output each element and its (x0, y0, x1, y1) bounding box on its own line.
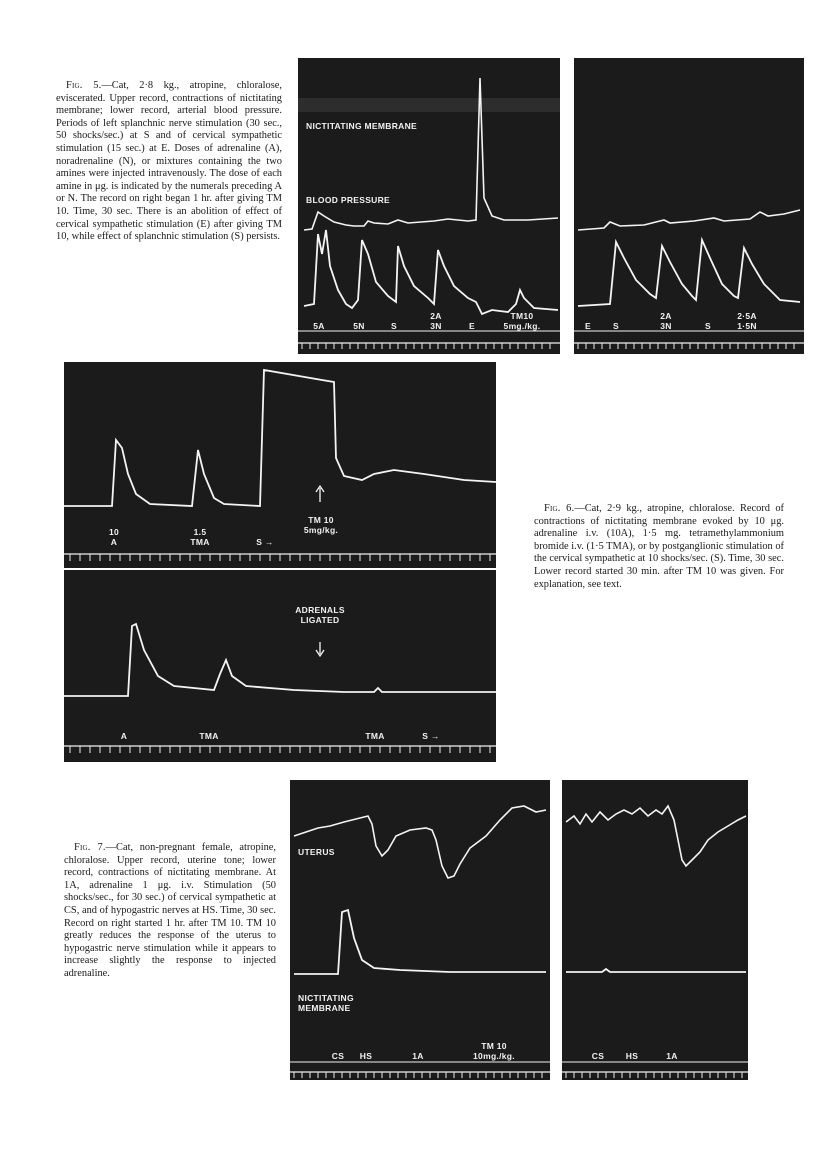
fig5-right-event-2a: 2A (660, 311, 672, 321)
fig5-event-tm10: TM10 (510, 311, 534, 321)
fig5-right-record (574, 58, 804, 354)
fig6-event-tm10: TM 10 (308, 515, 334, 525)
fig5-event-3n: 3N (430, 321, 442, 331)
fig7-left-record (290, 780, 550, 1080)
fig6-upper-traces (64, 362, 496, 568)
fig6-lower-event-a: A (120, 731, 128, 741)
fig7-right-event-1a: 1A (666, 1051, 678, 1061)
fig5-caption-lead: Fig. 5. (66, 80, 102, 91)
fig7-right-event-hs: HS (625, 1051, 639, 1061)
fig5-event-dose: 5mg./kg. (503, 321, 541, 331)
fig6-caption-lead: Fig. 6. (544, 503, 575, 514)
fig6-event-dose: 5mg/kg. (303, 525, 339, 535)
fig5-blood-pressure-trace (304, 230, 558, 314)
fig7-right-traces (562, 780, 748, 1080)
fig5-right-event-s: S (613, 321, 619, 331)
fig5-caption (56, 80, 282, 244)
fig7-caption-text: —Cat, non-pregnant female, atropine, chloralose. Upper record, uterine tone; lower record, contractions of nictitating membrane. At 1A, adrenaline 1 μg. i.v. Stimulation (50 shocks/sec., for 30 sec.) of cervical sympathetic at CS, and of hypogastric nerves at HS. Time, 30 sec. Record on right started 1 hr. after TM 10. TM 10 greatly reduces the response of the uterus to hypogastric nerve stimulation while it appears to increase slightly the response to injected adrenaline. (64, 842, 276, 979)
fig7-right-event-cs: CS (591, 1051, 605, 1061)
fig5-event-5a: 5A (313, 321, 325, 331)
fig5-right-nictitating-trace (578, 210, 800, 230)
fig5-right-traces (574, 58, 804, 354)
fig6-event-a: A (110, 537, 118, 547)
fig5-left-record (298, 58, 560, 354)
fig6-note-ligated: LIGATED (300, 615, 340, 625)
fig5-event-2a: 2A (430, 311, 442, 321)
fig5-right-blood-pressure-trace (578, 240, 800, 306)
fig5-right-event-25a: 2·5A (737, 311, 757, 321)
fig7-event-1a: 1A (412, 1051, 424, 1061)
fig7-event-tm10: TM 10 (481, 1041, 507, 1051)
fig5-event-s: S (391, 321, 397, 331)
fig7-label-nictitating: NICTITATING (298, 993, 354, 1003)
fig5-label-blood-pressure: BLOOD PRESSURE (306, 195, 391, 205)
fig5-event-5n: 5N (353, 321, 365, 331)
fig7-label-uterus: UTERUS (298, 847, 335, 857)
fig7-label-membrane: MEMBRANE (298, 1003, 351, 1013)
fig6-event-s: S → (256, 537, 274, 547)
fig7-nictitating-trace (294, 910, 546, 974)
fig7-event-cs: CS (331, 1051, 345, 1061)
fig6-note-adrenals: ADRENALS (295, 605, 345, 615)
fig6-lower-nictitating-trace (64, 624, 496, 696)
fig7-left-traces (290, 780, 550, 1080)
fig6-event-10: 10 (108, 527, 120, 537)
fig5-right-event-s2: S (705, 321, 711, 331)
fig6-lower-record (64, 570, 496, 762)
fig7-caption (64, 842, 276, 981)
fig6-event-tma: TMA (190, 537, 210, 547)
fig7-event-hs: HS (359, 1051, 373, 1061)
fig6-lower-event-tma2: TMA (365, 731, 385, 741)
fig7-event-dose: 10mg./kg. (473, 1051, 515, 1061)
fig7-right-record (562, 780, 748, 1080)
fig6-upper-nictitating-trace (64, 370, 496, 506)
fig7-right-nictitating-trace (566, 969, 746, 972)
fig7-right-uterus-trace (566, 806, 746, 866)
fig7-uterus-trace (294, 806, 546, 878)
fig5-event-e: E (469, 321, 475, 331)
fig6-lower-event-tma1: TMA (199, 731, 219, 741)
fig6-caption (534, 503, 784, 591)
fig5-label-nictitating: NICTITATING MEMBRANE (306, 121, 417, 131)
fig6-lower-event-s: S → (422, 731, 440, 741)
fig6-event-15: 1.5 (193, 527, 207, 537)
fig5-right-event-e: E (585, 321, 591, 331)
fig5-right-event-3n: 3N (660, 321, 672, 331)
fig6-caption-text: —Cat, 2·9 kg., atropine, chloralose. Record of contractions of nictitating membrane evoked by 10 μg. adrenaline i.v. (10A), 1·5 mg. tetramethylammonium bromide i.v. (1·5 TMA), or by postganglionic stimulation of the cervical sympathetic at 10 shocks/sec. (S). Time, 30 sec. Lower record started 30 min. after TM 10 was given. For explanation, see text. (534, 503, 784, 590)
fig5-right-event-15n: 1·5N (737, 321, 757, 331)
fig6-upper-record (64, 362, 496, 568)
fig5-left-traces (298, 58, 560, 354)
fig5-caption-text: —Cat, 2·8 kg., atropine, chloralose, eviscerated. Upper record, contractions of nictitating membrane; lower record, arterial blood pressure. Periods of left splanchnic nerve stimulation (30 sec., 50 shocks/sec.) at S and of cervical sympathetic stimulation (15 sec.) at E. Doses of adrenaline (A), noradrenaline (N), or mixtures containing the two amines were injected intravenously. The dose of each amine in μg. is indicated by the numerals preceding A or N. The record on right began 1 hr. after giving TM 10. Time, 30 sec. There is an abolition of effect of cervical sympathetic stimulation (E) after giving TM 10, while effect of splanchnic stimulation (S) persists. (56, 80, 282, 243)
fig7-caption-lead: Fig. 7. (74, 842, 106, 853)
